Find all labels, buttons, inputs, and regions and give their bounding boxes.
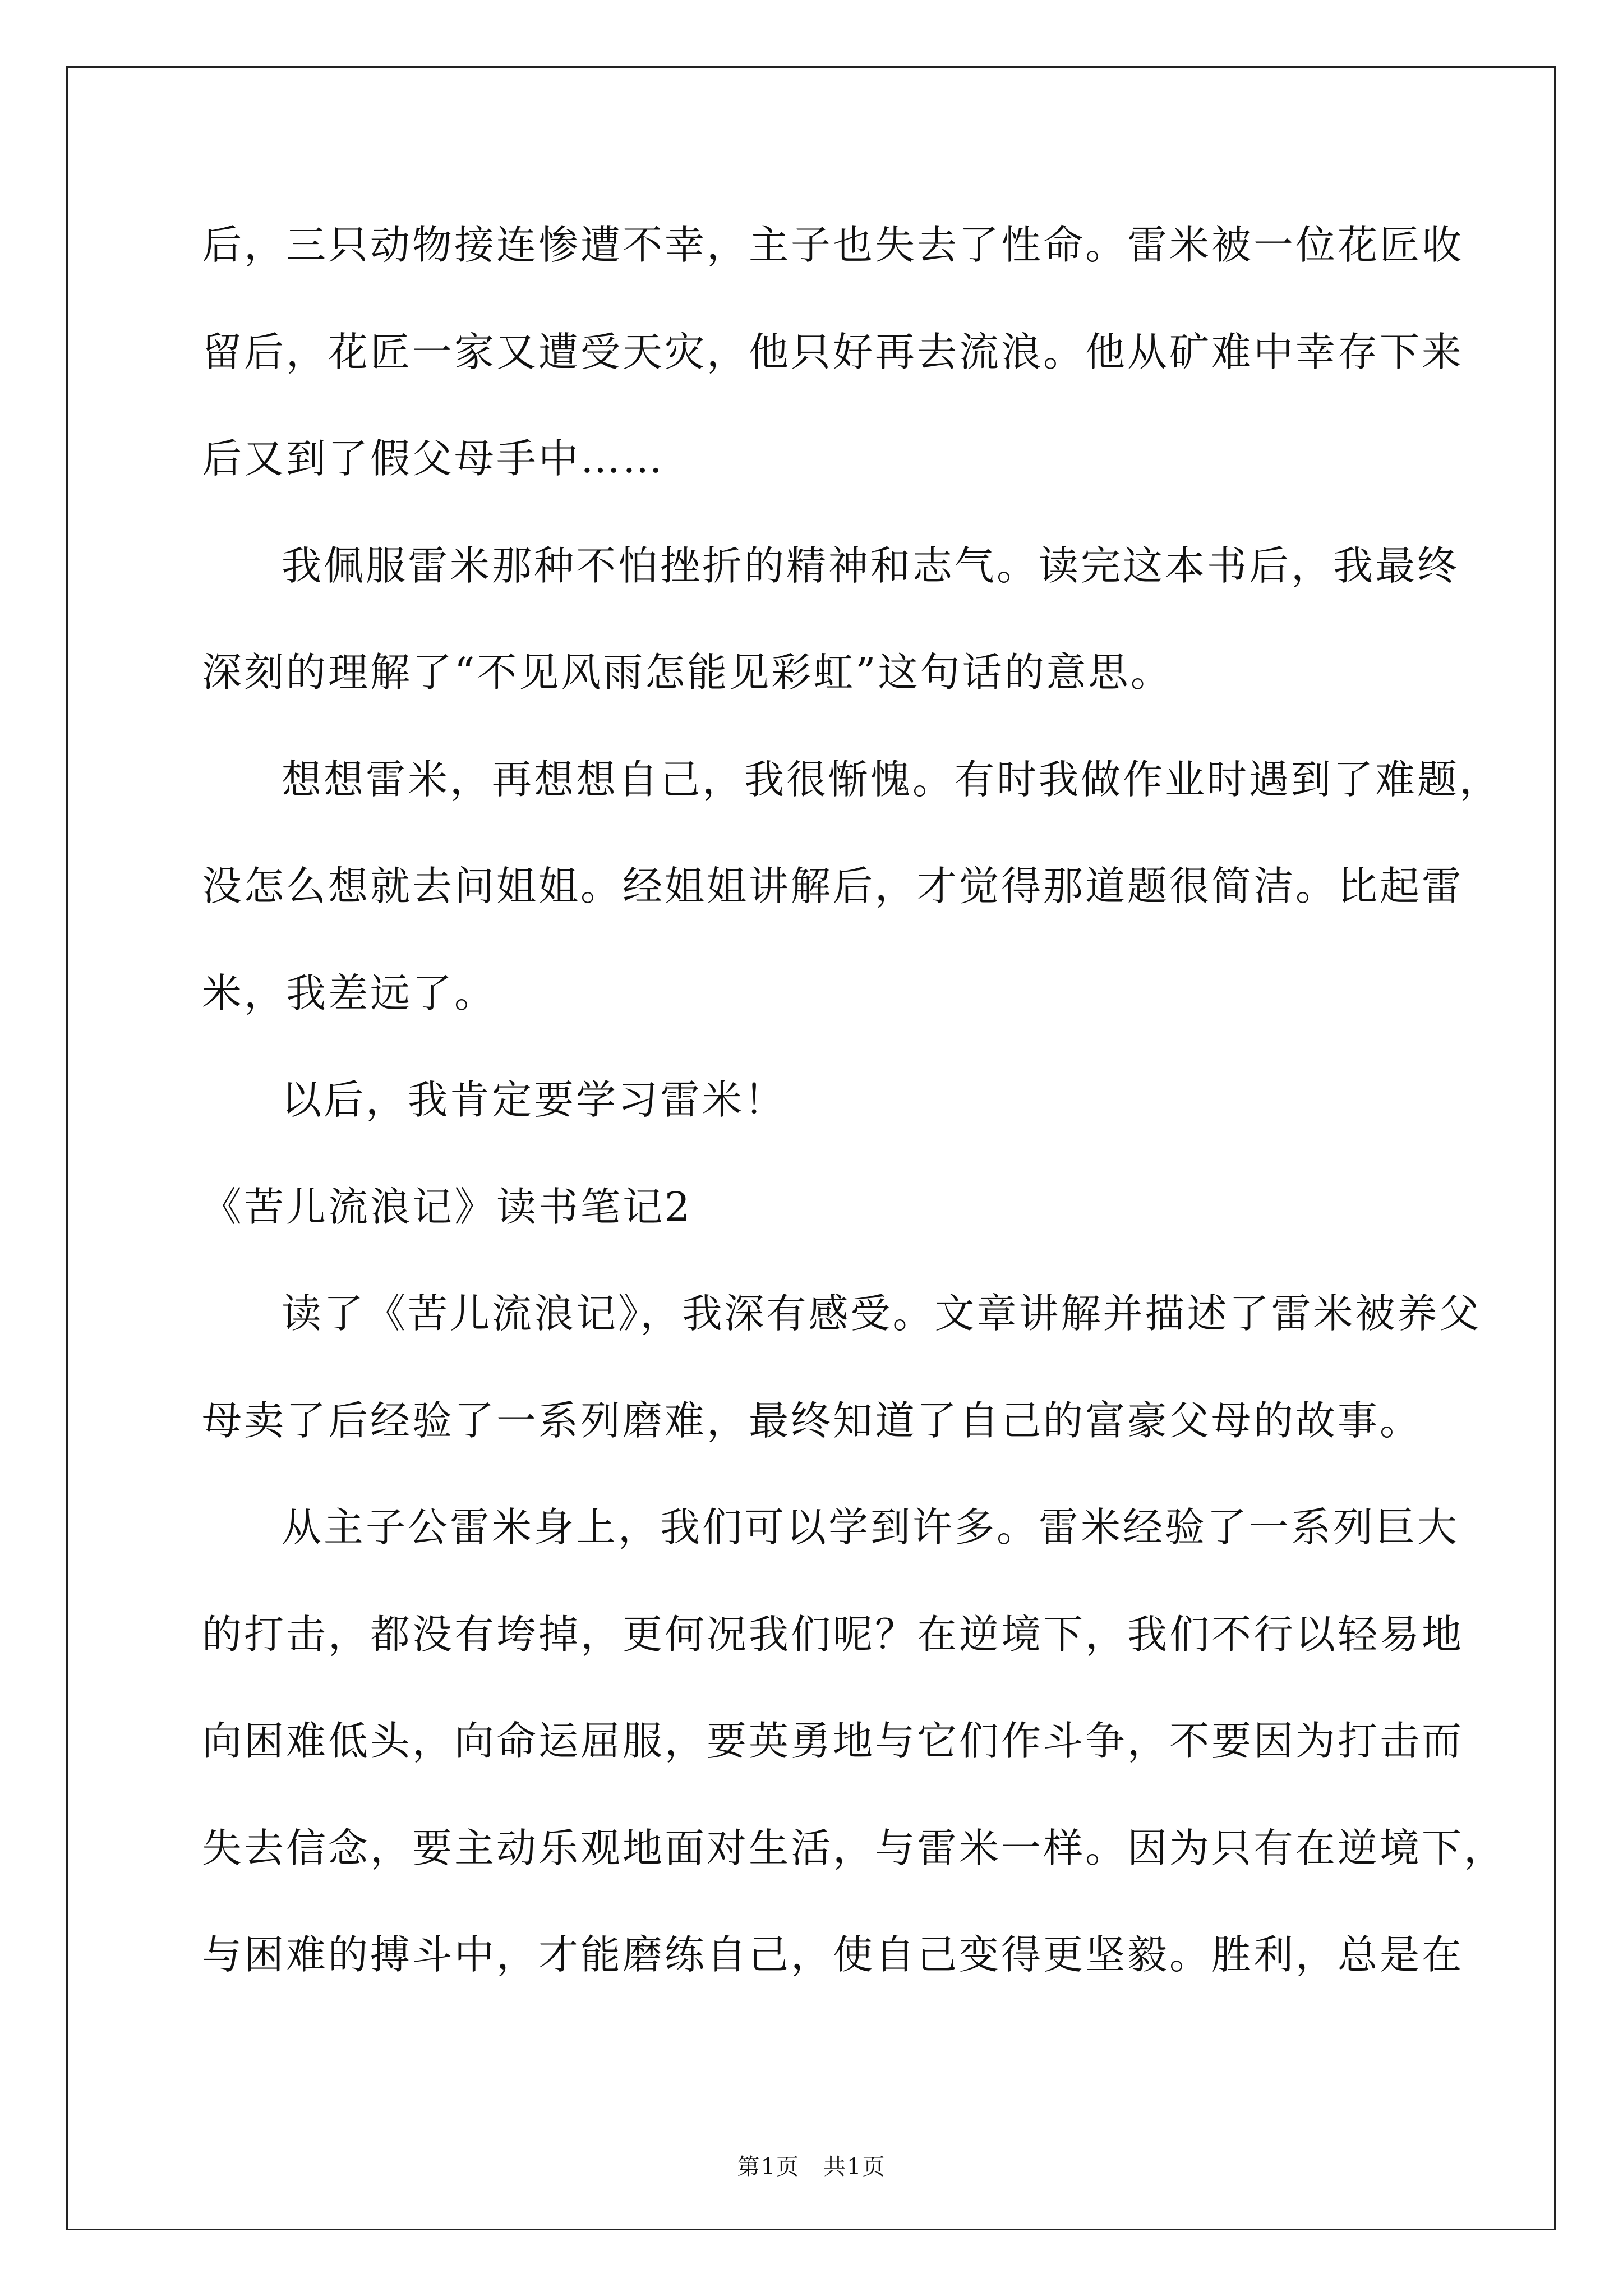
text-line: 想想雷米，再想想自己，我很惭愧。有时我做作业时遇到了难题，: [282, 756, 1502, 803]
text-line: 失去信念，要主动乐观地面对生活，与雷米一样。因为只有在逆境下，: [202, 1825, 1506, 1871]
text-line: 以后，我肯定要学习雷米！: [282, 1076, 787, 1123]
text-line: 母卖了后经验了一系列磨难，最终知道了自己的富豪父母的故事。: [202, 1397, 1422, 1444]
text-line: 后又到了假父母手中……: [202, 435, 665, 482]
text-line: 后，三只动物接连惨遭不幸，主子也失去了性命。雷米被一位花匠收: [202, 222, 1464, 268]
text-line: 没怎么想就去问姐姐。经姐姐讲解后，才觉得那道题很简洁。比起雷: [202, 863, 1464, 909]
page-number-footer: 第1页 共1页: [737, 2154, 886, 2180]
section-heading: 《苦儿流浪记》读书笔记2: [202, 1184, 693, 1230]
text-line: 深刻的理解了“不见风雨怎能见彩虹”这句话的意思。: [202, 649, 1173, 696]
text-line: 读了《苦儿流浪记》，我深有感受。文章讲解并描述了雷米被养父: [282, 1290, 1482, 1337]
text-line: 的打击，都没有垮掉，更何况我们呢？在逆境下，我们不行以轻易地: [202, 1611, 1464, 1658]
text-line: 向困难低头，向命运屈服，要英勇地与它们作斗争，不要因为打击而: [202, 1718, 1464, 1764]
text-line: 留后，花匠一家又遭受天灾，他只好再去流浪。他从矿难中幸存下来: [202, 329, 1464, 375]
text-line: 我佩服雷米那种不怕挫折的精神和志气。读完这本书后，我最终: [282, 542, 1460, 589]
text-line: 从主子公雷米身上，我们可以学到许多。雷米经验了一系列巨大: [282, 1504, 1460, 1550]
text-line: 米，我差远了。: [202, 970, 497, 1016]
page-border: [66, 66, 1556, 2230]
text-line: 与困难的搏斗中，才能磨练自己，使自己变得更坚毅。胜利，总是在: [202, 1931, 1464, 1978]
